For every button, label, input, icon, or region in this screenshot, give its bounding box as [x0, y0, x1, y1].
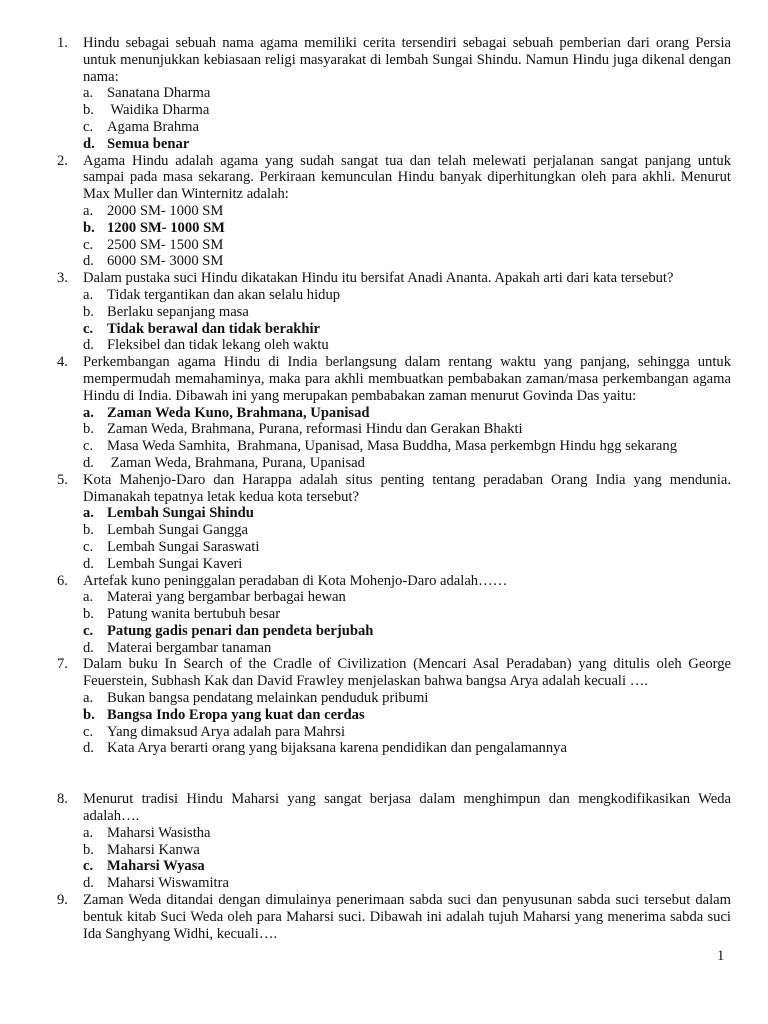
option-letter: c.: [83, 320, 94, 337]
option-letter: b.: [83, 303, 94, 320]
option-letter: a.: [83, 286, 94, 303]
option-letter: d.: [83, 740, 94, 757]
question-number: 2.: [57, 152, 68, 169]
question-text: [57, 270, 731, 287]
option-letter: a.: [83, 404, 94, 421]
option-letter: b.: [83, 706, 95, 723]
option-text: Zaman Weda Kuno, Brahmana, Upanisad: [107, 404, 370, 421]
answer-option: [57, 724, 731, 741]
option-letter: d.: [83, 875, 94, 892]
option-text: Maharsi Wasistha: [107, 824, 211, 841]
option-letter: c.: [83, 723, 94, 740]
option-letter: b.: [83, 421, 94, 438]
answer-option: [57, 825, 731, 842]
option-text: Semua benar: [107, 135, 190, 152]
answer-option: [57, 875, 731, 892]
answer-option: [57, 304, 731, 321]
option-letter: d.: [83, 454, 94, 471]
question-item: [57, 472, 731, 573]
option-letter: b.: [83, 522, 94, 539]
page-number: 1: [717, 948, 725, 964]
question-stem: Kota Mahenjo-Daro dan Harappa adalah situs penting tentang peradaban Orang India yang mendunia. Dimanakah tepatnya letak kedua kota tersebut?: [83, 471, 731, 505]
question-stem: Hindu sebagai sebuah nama agama memiliki cerita tersendiri sebagai sebuah pemberian dari orang Persia untuk menunjukkan kebiasaan religi masyarakat di lembah Sungai Shindu. Namun Hindu juga dikenal dengan nama:: [83, 35, 731, 85]
answer-option-correct: [57, 136, 731, 153]
answer-option: [57, 253, 731, 270]
option-letter: c.: [83, 858, 94, 875]
question-item: [57, 153, 731, 271]
question-number: 1.: [57, 35, 68, 51]
option-letter: a.: [83, 202, 94, 219]
answer-option-correct: [57, 505, 731, 522]
question-text: [57, 573, 731, 590]
question-item: [57, 270, 731, 354]
option-text: Patung gadis penari dan pendeta berjubah: [107, 622, 374, 639]
question-text: [57, 656, 731, 690]
option-letter: a.: [83, 589, 94, 606]
option-text: Maharsi Wiswamitra: [107, 875, 229, 892]
question-text: [57, 35, 731, 85]
option-text: 1200 SM- 1000 SM: [107, 219, 225, 236]
option-text: Patung wanita bertubuh besar: [107, 606, 281, 623]
option-letter: a.: [83, 824, 94, 841]
answer-option: [57, 640, 731, 657]
question-number: 3.: [57, 270, 68, 287]
option-letter: d.: [83, 639, 94, 656]
answer-option: [57, 606, 731, 623]
question-stem: Agama Hindu adalah agama yang sudah sangat tua dan telah melewati perjalanan sangat panjang untuk sampai pada masa sekarang. Perkiraan kemunculan Hindu banyak diperhitungkan oleh para akhli. Menurut Max Muller dan Winternitz adalah:: [83, 152, 731, 203]
answer-option: [57, 337, 731, 354]
answer-option: [57, 522, 731, 539]
option-text: Zaman Weda, Brahmana, Purana, Upanisad: [107, 454, 365, 471]
blank-gap: [57, 757, 731, 791]
answer-option-correct: [57, 405, 731, 422]
option-text: Zaman Weda, Brahmana, Purana, reformasi Hindu dan Gerakan Bhakti: [107, 421, 523, 438]
answer-option: [57, 119, 731, 136]
option-letter: c.: [83, 622, 94, 639]
option-letter: d.: [83, 337, 94, 354]
answer-option: [57, 203, 731, 220]
question-number: 4.: [57, 354, 68, 371]
answer-option: [57, 102, 731, 119]
answer-option: [57, 740, 731, 757]
answer-option: [57, 287, 731, 304]
option-text: Kata Arya berarti orang yang bijaksana karena pendidikan dan pengalamannya: [107, 740, 567, 757]
question-item: [57, 892, 731, 942]
answer-option: [57, 556, 731, 573]
option-text: Fleksibel dan tidak lekang oleh waktu: [107, 337, 329, 354]
question-text: [57, 153, 731, 203]
question-item: [57, 573, 731, 657]
answer-option: [57, 237, 731, 254]
option-text: Lembah Sungai Shindu: [107, 505, 254, 522]
option-letter: b.: [83, 841, 94, 858]
option-letter: a.: [83, 690, 94, 707]
option-text: Maharsi Wyasa: [107, 858, 205, 875]
question-item: [57, 656, 731, 757]
option-letter: d.: [83, 555, 94, 572]
answer-option: [57, 438, 731, 455]
option-text: Maharsi Kanwa: [107, 841, 200, 858]
question-number: 8.: [57, 791, 68, 808]
answer-option: [57, 421, 731, 438]
question-number: 7.: [57, 656, 68, 673]
answer-option: [57, 455, 731, 472]
option-text: Sanatana Dharma: [107, 85, 211, 102]
option-letter: b.: [83, 606, 94, 623]
answer-option-correct: [57, 623, 731, 640]
option-text: Materai bergambar tanaman: [107, 639, 272, 656]
question-stem: Artefak kuno peninggalan peradaban di Kota Mohenjo-Daro adalah……: [83, 572, 508, 589]
option-letter: b.: [83, 219, 95, 236]
answer-option: [57, 85, 731, 102]
option-letter: b.: [83, 102, 94, 119]
option-letter: a.: [83, 505, 94, 522]
question-number: 9.: [57, 892, 68, 909]
question-stem: Menurut tradisi Hindu Maharsi yang sangat berjasa dalam menghimpun dan mengkodifikasikan Weda adalah….: [83, 791, 731, 825]
question-stem: Dalam buku In Search of the Cradle of Civilization (Mencari Asal Peradaban) yang ditulis oleh George Feuerstein, Subhash Kak dan David Frawley menjelaskan bahwa bangsa Arya adalah kecuali ….: [83, 656, 731, 690]
answer-option-correct: [57, 321, 731, 338]
question-stem: Dalam pustaka suci Hindu dikatakan Hindu itu bersifat Anadi Ananta. Apakah arti dari kata tersebut?: [83, 270, 674, 287]
option-text: Agama Brahma: [107, 118, 199, 135]
question-stem: Zaman Weda ditandai dengan dimulainya penerimaan sabda suci dan penyusunan sabda suci tersebut dalam bentuk kitab Suci Weda oleh para Maharsi suci. Dibawah ini adalah tujuh Maharsi yang menerima sabda suci Ida Sanghyang Widhi, kecuali….: [83, 892, 731, 942]
option-letter: c.: [83, 538, 94, 555]
answer-option-correct: [57, 858, 731, 875]
option-text: Lembah Sungai Saraswati: [107, 538, 260, 555]
option-letter: d.: [83, 253, 94, 270]
answer-option-correct: [57, 707, 731, 724]
answer-option: [57, 842, 731, 859]
option-text: Lembah Sungai Gangga: [107, 522, 249, 539]
question-item: [57, 791, 731, 892]
question-item: [57, 354, 731, 472]
answer-option: [57, 589, 731, 606]
option-letter: a.: [83, 85, 94, 102]
answer-option-correct: [57, 220, 731, 237]
option-text: Yang dimaksud Arya adalah para Mahrsi: [107, 723, 346, 740]
option-text: Lembah Sungai Kaveri: [107, 555, 243, 572]
option-text: Materai yang bergambar berbagai hewan: [107, 589, 346, 606]
question-item: [57, 35, 731, 153]
option-text: Tidak tergantikan dan akan selalu hidup: [107, 286, 341, 303]
question-number: 5.: [57, 471, 68, 488]
option-text: Bangsa Indo Eropa yang kuat dan cerdas: [107, 706, 365, 723]
option-text: 2500 SM- 1500 SM: [107, 236, 224, 253]
option-text: Berlaku sepanjang masa: [107, 303, 249, 320]
option-letter: d.: [83, 135, 95, 152]
question-text: [57, 354, 731, 404]
option-text: 2000 SM- 1000 SM: [107, 202, 224, 219]
question-number: 6.: [57, 572, 68, 589]
option-text: Masa Weda Samhita, Brahmana, Upanisad, Masa Buddha, Masa perkembgn Hindu hgg sekarang: [107, 438, 678, 455]
question-text: [57, 892, 731, 942]
answer-option: [57, 539, 731, 556]
option-text: 6000 SM- 3000 SM: [107, 253, 224, 270]
option-letter: c.: [83, 236, 94, 253]
option-text: Waidika Dharma: [107, 102, 210, 119]
question-stem: Perkembangan agama Hindu di India berlangsung dalam rentang waktu yang panjang, sehingga untuk mempermudah memahaminya, maka para akhli membuatkan pembabakan zaman/masa perkembangan agama Hindu di India. Dibawah ini yang merupakan pembabakan zaman menurut Govinda Das yaitu:: [83, 354, 731, 404]
option-letter: c.: [83, 438, 94, 455]
option-text: Bukan bangsa pendatang melainkan penduduk pribumi: [107, 690, 429, 707]
question-text: [57, 472, 731, 506]
document-body: [57, 35, 731, 942]
answer-option: [57, 690, 731, 707]
question-text: [57, 791, 731, 825]
option-letter: c.: [83, 118, 94, 135]
option-text: Tidak berawal dan tidak berakhir: [107, 320, 321, 337]
